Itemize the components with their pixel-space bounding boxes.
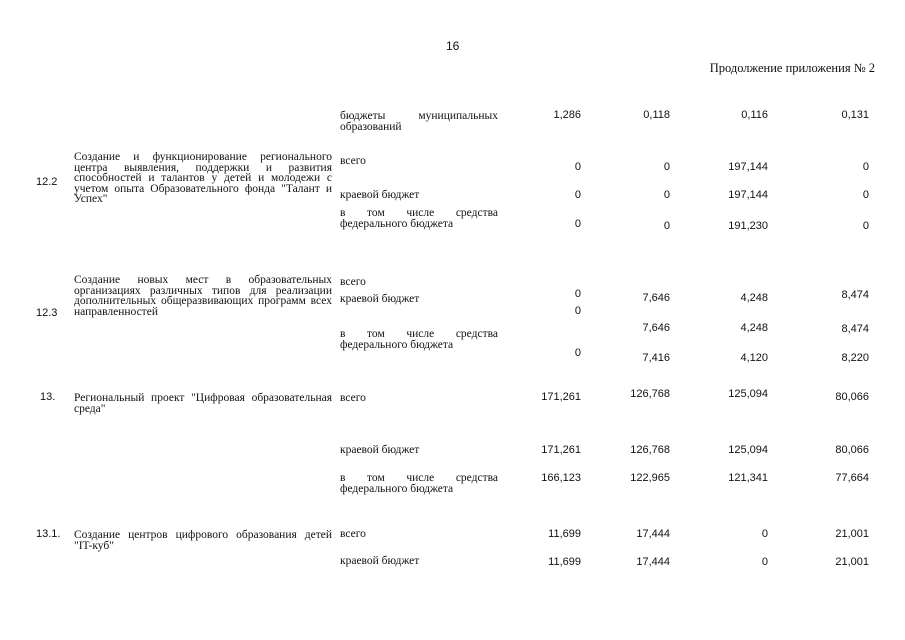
row-number: 12.2 — [36, 176, 58, 188]
value-cell: 0 — [574, 305, 581, 317]
value-cell: 0 — [761, 556, 768, 568]
value-cell: 4,248 — [740, 322, 768, 334]
value-cell: 21,001 — [835, 556, 869, 568]
value-cell: 197,144 — [728, 189, 768, 201]
value-cell: 4,120 — [740, 352, 768, 364]
source-regional-budget: краевой бюджет — [340, 555, 420, 567]
value-cell: 8,220 — [841, 352, 869, 364]
value-cell: 0 — [663, 161, 670, 173]
value-cell: 0,118 — [643, 109, 670, 121]
source-total: всего — [340, 276, 366, 288]
value-cell: 7,646 — [642, 292, 670, 304]
value-cell: 125,094 — [728, 388, 768, 400]
value-cell: 191,230 — [728, 220, 768, 232]
value-cell: 17,444 — [636, 556, 670, 568]
source-total: всего — [340, 528, 366, 540]
value-cell: 0 — [574, 218, 581, 230]
continuation-note: Продолжение приложения № 2 — [709, 61, 875, 75]
page-number: 16 — [446, 39, 460, 53]
source-federal-budget: в том числе средства федерального бюджета — [340, 207, 498, 230]
value-cell: 122,965 — [630, 472, 670, 484]
value-cell: 11,699 — [548, 556, 581, 568]
value-cell: 8,474 — [841, 323, 869, 335]
row-description: Создание новых мест в образовательных организациях различных типов для реализации дополнительных общеразвивающих программ всех направленностей — [74, 274, 332, 318]
value-cell: 17,444 — [636, 528, 670, 540]
value-cell: 0 — [862, 220, 869, 232]
value-cell: 0 — [574, 161, 581, 173]
value-cell: 121,341 — [728, 472, 768, 484]
source-regional-budget: краевой бюджет — [340, 444, 420, 456]
row-description: Создание центров цифрового образования детей "IT-куб" — [74, 529, 332, 552]
value-cell: 0 — [862, 189, 869, 201]
row-number: 12.3 — [36, 307, 58, 319]
value-cell: 171,261 — [541, 444, 581, 456]
value-cell: 0 — [574, 288, 581, 300]
row-number: 13.1. — [36, 528, 61, 540]
value-cell: 11,699 — [548, 528, 581, 540]
row-description: Региональный проект "Цифровая образовательная среда" — [74, 392, 332, 415]
value-cell: 0 — [574, 189, 581, 201]
value-cell: 4,248 — [740, 292, 768, 304]
value-cell: 8,474 — [841, 289, 869, 301]
value-cell: 0 — [663, 189, 670, 201]
value-cell: 0 — [862, 161, 869, 173]
value-cell: 7,646 — [642, 322, 670, 334]
row-description: Создание и функционирование регионального центра выявления, поддержки и развития способностей и талантов у детей и молодежи с учетом опыта Образовательного фонда "Талант и Успех" — [74, 151, 332, 205]
source-municipal-budgets: бюджеты муниципальных образований — [340, 110, 498, 133]
value-cell: 77,664 — [835, 472, 869, 484]
source-regional-budget: краевой бюджет — [340, 189, 420, 201]
row-number: 13. — [40, 391, 56, 403]
value-cell: 1,286 — [553, 109, 581, 121]
value-cell: 21,001 — [835, 528, 869, 540]
source-regional-budget: краевой бюджет — [340, 293, 420, 305]
value-cell: 80,066 — [835, 391, 869, 403]
value-cell: 0 — [574, 347, 581, 359]
value-cell: 171,261 — [541, 391, 581, 403]
value-cell: 125,094 — [728, 444, 768, 456]
source-federal-budget: в том числе средства федерального бюджета — [340, 472, 498, 495]
value-cell: 197,144 — [728, 161, 768, 173]
value-cell: 126,768 — [630, 388, 670, 400]
value-cell: 0 — [663, 220, 670, 232]
value-cell: 166,123 — [541, 472, 581, 484]
source-federal-budget: в том числе средства федерального бюджета — [340, 328, 498, 351]
value-cell: 0,131 — [841, 109, 869, 121]
source-total: всего — [340, 155, 366, 167]
value-cell: 0 — [761, 528, 768, 540]
value-cell: 126,768 — [630, 444, 670, 456]
value-cell: 80,066 — [835, 444, 869, 456]
source-total: всего — [340, 392, 366, 404]
value-cell: 7,416 — [642, 352, 670, 364]
value-cell: 0,116 — [741, 109, 768, 121]
